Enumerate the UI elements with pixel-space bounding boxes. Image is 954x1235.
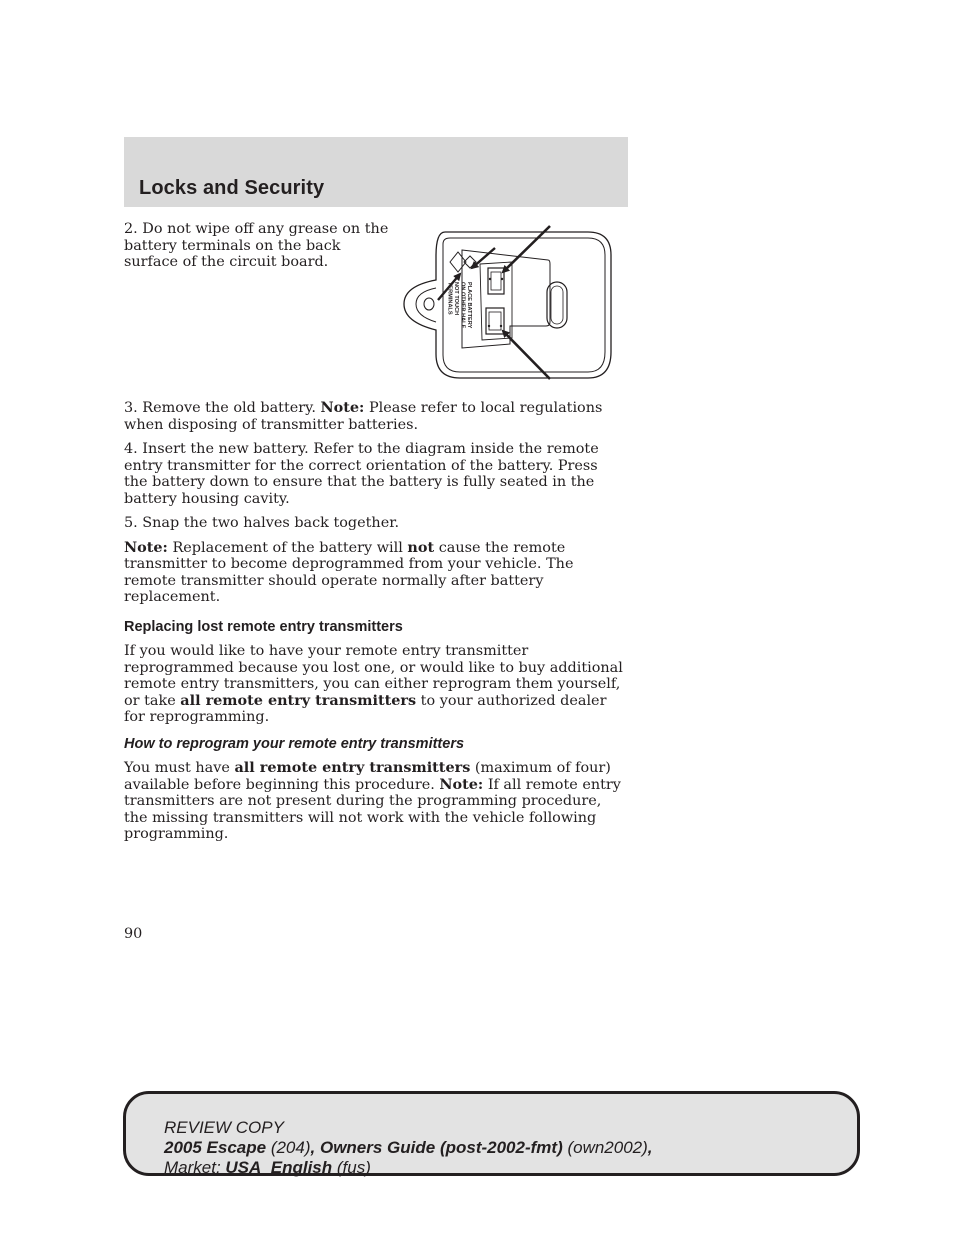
figure-label-line-1: PLACE BATTERY: [466, 282, 472, 329]
header-band: [124, 137, 628, 207]
footer-line-2: 2005 Escape (204), Owners Guide (post-2002-fmt) (own2002),: [164, 1138, 653, 1157]
arrow-top-left-a: [472, 248, 495, 268]
note-label: Note:: [320, 399, 365, 416]
note-label: Note:: [439, 775, 484, 793]
reprogram-paragraph: You must have all remote entry transmitters (maximum of four) available before beginning this procedure. Note: If all remote entry transmitters are not present during the programming procedure, the missing transmitters will not work with the vehicle following programming.: [124, 759, 621, 842]
step-3: 3. Remove the old battery. Note: Please refer to local regulations when disposing of transmitter batteries.: [124, 399, 603, 433]
footer-line-1: REVIEW COPY: [164, 1118, 284, 1137]
section-title: Locks and Security: [139, 177, 325, 199]
footer-line-3: Market: USA_English (fus): [164, 1158, 371, 1177]
page-number: 90: [124, 926, 143, 942]
remote-transmitter-battery-diagram: [400, 222, 615, 384]
note-label: Note:: [124, 538, 168, 556]
reprogram-emphasis: all remote entry transmitters: [234, 759, 471, 776]
note-emphasis: not: [407, 538, 435, 556]
arrow-top-right: [503, 226, 550, 272]
step-5: 5. Snap the two halves back together.: [124, 515, 400, 531]
step-4: 4. Insert the new battery. Refer to the diagram inside the remote entry transmitter for the correct orientation of the battery. Press the battery down to ensure that the battery is fully seated in the battery housing cavity.: [124, 441, 599, 507]
step-2-text: 2. Do not wipe off any grease on the battery terminals on the back surface of the circuit board.: [124, 221, 389, 270]
review-copy-footer: [123, 1091, 860, 1176]
replacing-emphasis: all remote entry transmitters: [180, 691, 417, 709]
figure-label-line-3: NOT TOUCH: [453, 282, 459, 316]
footer-text: [164, 1118, 653, 1178]
body-column: [124, 400, 624, 851]
battery-note: Note: Replacement of the battery will not cause the remote transmitter to become deprogrammed from your vehicle. The remote transmitter should operate normally after battery replacement.: [124, 538, 574, 605]
reprogram-heading: How to reprogram your remote entry transmitters: [124, 735, 465, 752]
replacing-heading: Replacing lost remote entry transmitters: [124, 618, 403, 635]
replacing-paragraph: If you would like to have your remote entry transmitter reprogrammed because you lost one, or would like to buy additional remote entry transmitters, you can either reprogram them yourself, or take all remote entry transmitters to your authorized dealer for reprogramming.: [124, 643, 623, 725]
figure-label-line-2: ON OTHER HALF: [459, 282, 466, 328]
figure-label-line-4: TERMINALS: [446, 282, 453, 315]
